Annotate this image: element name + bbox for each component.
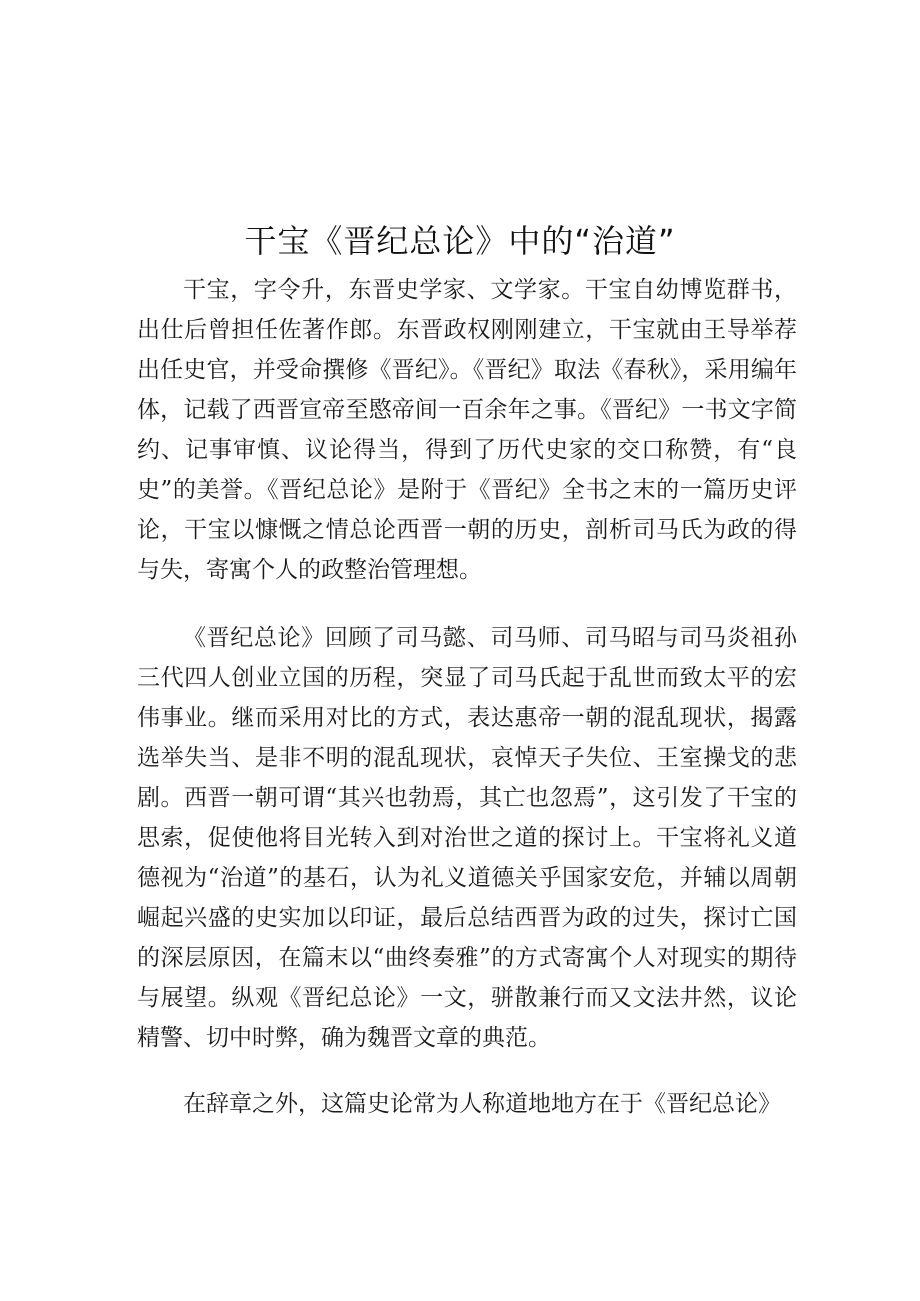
document-title: 干宝《晋纪总论》中的“治道”: [244, 222, 676, 260]
body-paragraph: 干宝，字令升，东晋史学家、文学家。干宝自幼博览群书，出仕后曾担任佐著作郎。东晋政权刚刚建立，干宝就由王导举荐出任史官，并受命撰修《晋纪》。《晋纪》取法《春秋》，采用编年体，记载了西晋宣帝至愍帝间一百余年之事。《晋纪》一书文字简约、记事审慎、议论得当，得到了历代史家的交口称赞，有“良史”的美誉。《晋纪总论》是附于《晋纪》全书之末的一篇历史评论，干宝以慷慨之情总论西晋一朝的历史，剖析司马氏为政的得与失，寄寓个人的政整治管理想。: [137, 277, 797, 583]
document-body: [137, 270, 797, 1124]
body-paragraph: 《晋纪总论》回顾了司马懿、司马师、司马昭与司马炎祖孙三代四人创业立国的历程，突显了司马氏起于乱世而致太平的宏伟事业。继而采用对比的方式，表达惠帝一朝的混乱现状，揭露选举失当、是非不明的混乱现状，哀悼天子失位、王室操戈的悲剧。西晋一朝可谓“其兴也勃焉，其亡也忽焉”，这引发了干宝的思索，促使他将目光转入到对治世之道的探讨上。干宝将礼义道德视为“治道”的基石，认为礼义道德关乎国家安危，并辅以周朝崛起兴盛的史实加以印证，最后总结西晋为政的过失，探讨亡国的深层原因，在篇末以“曲终奏雅”的方式寄寓个人对现实的期待与展望。纵观《晋纪总论》一文，骈散兼行而又文法井然，议论精警、切中时弊，确为魏晋文章的典范。: [137, 625, 797, 1051]
body-paragraph: 在辞章之外，这篇史论常为人称道地地方在于《晋纪总论》: [183, 1091, 781, 1117]
